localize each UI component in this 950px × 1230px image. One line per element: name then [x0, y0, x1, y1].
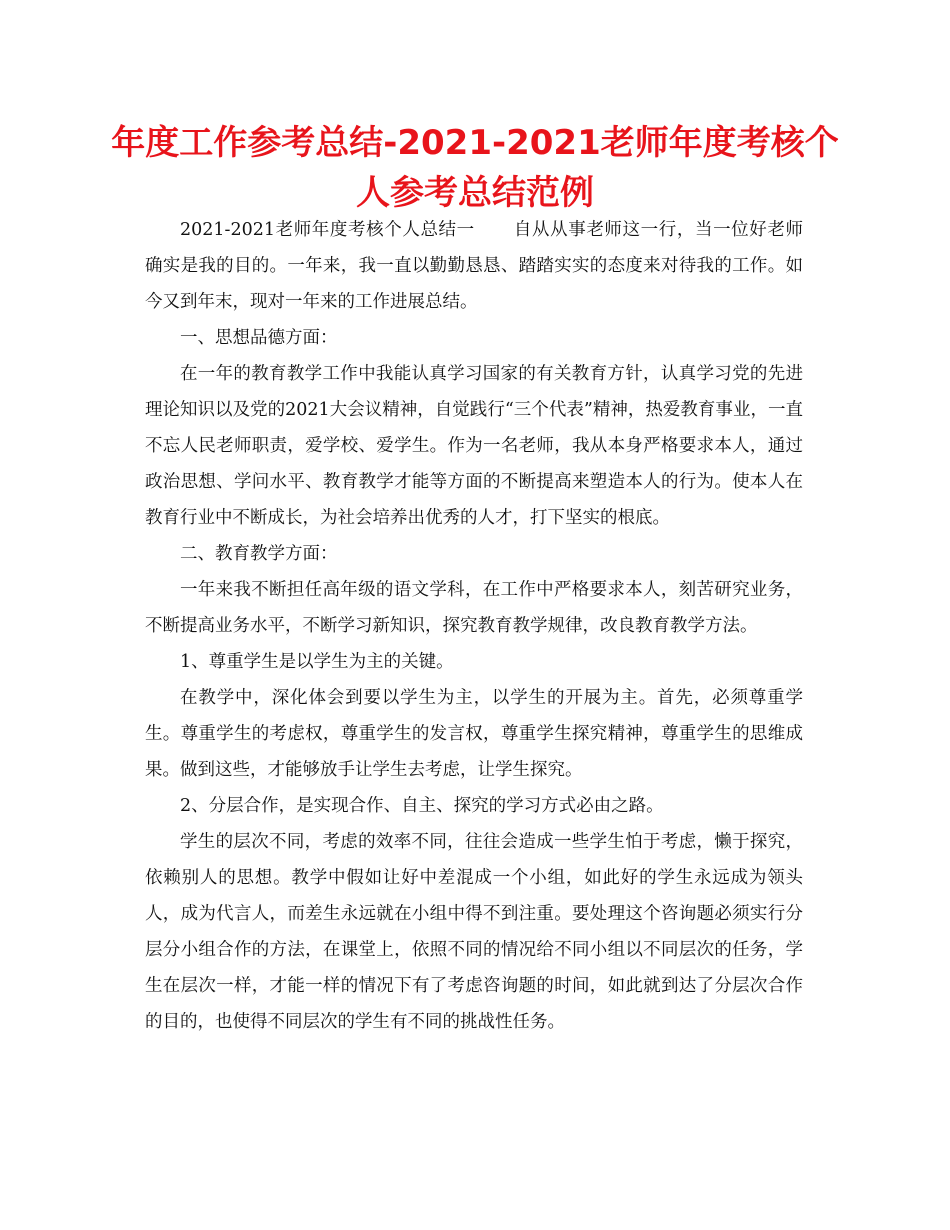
subheading-cooperation: 2、分层合作，是实现合作、自主、探究的学习方式必由之路。	[180, 796, 664, 816]
section-heading-teaching: 二、教育教学方面：	[180, 544, 338, 564]
section-heading-moral: 一、思想品德方面：	[180, 328, 338, 348]
paragraph-cooperation: 学生的层次不同，考虑的效率不同，往往会造成一些学生怕于考虑，懒于探究，依赖别人的思想。教学中假如让好中差混成一个小组，如此好的学生永远成为领头人，成为代言人，而差生永远就在小组中得不到注重。要处理这个咨询题必须实行分层分小组合作的方法，在课堂上，依照不同的情况给不同小组以不同层次的任务，学生在层次一样，才能一样的情况下有了考虑咨询题的时间，如此就到达了分层次合作的目的，也使得不同层次的学生有不同的挑战性任务。	[145, 832, 803, 1032]
intro-heading: 2021-2021老师年度考核个人总结一	[180, 220, 475, 240]
paragraph-respect: 在教学中，深化体会到要以学生为主，以学生的开展为主。首先，必须尊重学生。尊重学生的考虑权，尊重学生的发言权，尊重学生探究精神，尊重学生的思维成果。做到这些，才能够放手让学生去考虑，让学生探究。	[145, 688, 803, 780]
document-body	[145, 212, 803, 1040]
intro-text: 自从从事老师这一行，当一位好老师确实是我的目的。一年来，我一直以勤勤恳恳、踏踏实实的态度来对待我的工作。如今又到年末，现对一年来的工作进展总结。	[145, 220, 803, 312]
document-title: 年度工作参考总结-2021-2021老师年度考核个人参考总结范例	[111, 123, 839, 213]
subheading-respect: 1、尊重学生是以学生为主的关键。	[180, 652, 454, 672]
intro-paragraph	[145, 212, 803, 320]
paragraph-teaching: 一年来我不断担任高年级的语文学科，在工作中严格要求本人，刻苦研究业务，不断提高业务水平，不断学习新知识，探究教育教学规律，改良教育教学方法。	[145, 580, 803, 636]
paragraph-moral: 在一年的教育教学工作中我能认真学习国家的有关教育方针，认真学习党的先进理论知识以及党的2021大会议精神，自觉践行“三个代表”精神，热爱教育事业，一直不忘人民老师职责，爱学校、爱学生。作为一名老师，我从本身严格要求本人，通过政治思想、学问水平、教育教学才能等方面的不断提高来塑造本人的行为。使本人在教育行业中不断成长，为社会培养出优秀的人才，打下坚实的根底。	[145, 364, 803, 528]
